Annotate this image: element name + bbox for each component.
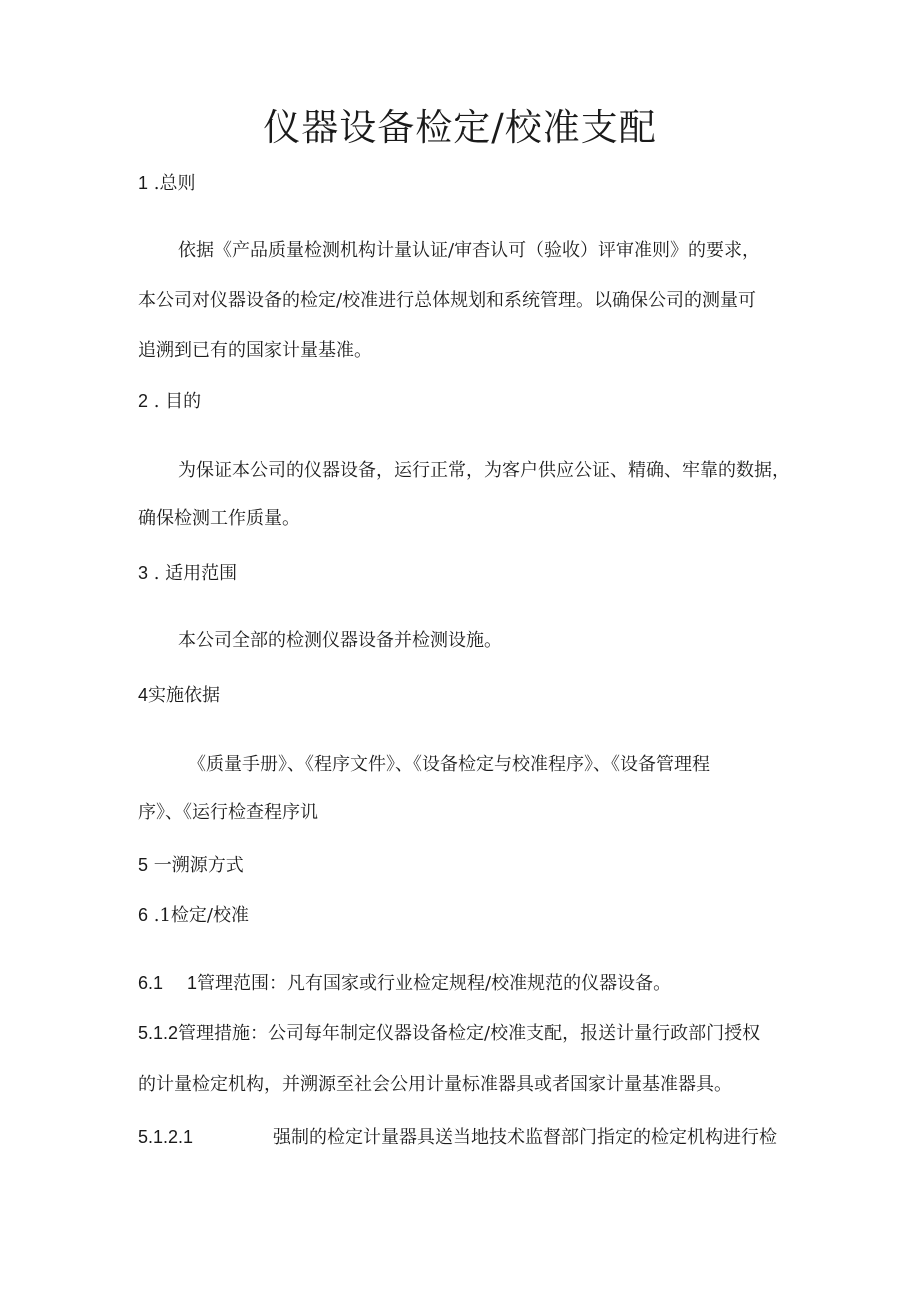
paragraph-line: 追溯到已有的国家计量基准。 bbox=[138, 340, 372, 361]
section-5-heading bbox=[138, 852, 244, 879]
item-text: 管理措施：公司每年制定仪器设备检定/校准支配，报送计量行政部门授权 bbox=[178, 1023, 761, 1044]
section-title: .1检定/校准 bbox=[148, 905, 249, 926]
paragraph-line: 为保证本公司的仪器设备，运行正常，为客户供应公证、精确、牢靠的数据， bbox=[178, 460, 790, 481]
section-title: . 目的 bbox=[148, 391, 202, 412]
paragraph-line: 依据《产品质量检测机构计量认证/审杳认可（验收）评审准则》的要求， bbox=[178, 240, 761, 261]
item-subnumber: 1 bbox=[187, 973, 198, 993]
paragraph-line: 确保检测工作质量。 bbox=[138, 508, 300, 529]
section-3-heading bbox=[138, 560, 237, 587]
section-4-paragraph bbox=[138, 752, 786, 778]
paragraph-line: 《质量手册》、《程序文件》、《设备检定与校准程序》、《设备管理程 bbox=[188, 754, 710, 775]
section-1-paragraph bbox=[138, 238, 786, 264]
section-title: 一溯源方式 bbox=[148, 855, 244, 876]
section-6-heading bbox=[138, 902, 249, 929]
item-number: 5.1.2 bbox=[138, 1023, 179, 1043]
item-number: 5.1.2.1 bbox=[138, 1127, 194, 1147]
section-title: .总则 bbox=[148, 173, 196, 194]
paragraph-line-wrap bbox=[138, 800, 786, 826]
paragraph-line-wrap bbox=[138, 288, 786, 314]
section-number: 6 bbox=[138, 905, 149, 925]
section-number: 1 bbox=[138, 173, 149, 193]
section-number: 3 bbox=[138, 563, 149, 583]
section-2-paragraph bbox=[138, 458, 790, 484]
item-5-1-2 bbox=[138, 1020, 760, 1047]
section-number: 5 bbox=[138, 855, 149, 875]
paragraph-line: 序》、《运行检查程序讥 bbox=[138, 802, 318, 823]
item-text: 管理范围：凡有国家或行业检定规程/校准规范的仪器设备。 bbox=[197, 973, 672, 994]
paragraph-line-wrap bbox=[138, 338, 786, 364]
section-number: 4 bbox=[138, 685, 149, 705]
section-1-heading bbox=[138, 170, 195, 197]
section-title: 实施依据 bbox=[148, 685, 221, 706]
paragraph-line-wrap bbox=[138, 506, 786, 532]
section-title: . 适用范围 bbox=[148, 563, 238, 584]
item-number: 6.1 bbox=[138, 973, 164, 993]
item-6-1-1 bbox=[138, 970, 671, 997]
item-text: 强制的检定计量器具送当地技术监督部门指定的检定机构进行检 bbox=[273, 1127, 778, 1148]
section-4-heading bbox=[138, 682, 220, 709]
section-2-heading bbox=[138, 388, 201, 415]
section-3-paragraph bbox=[138, 628, 786, 654]
item-5-1-2-1 bbox=[138, 1124, 777, 1151]
paragraph-line: 本公司全部的检测仪器设备并检测设施。 bbox=[178, 630, 502, 651]
document-title: 仪器设备检定/校准支配 bbox=[263, 106, 657, 149]
item-5-1-2-continuation: 的计量检定机构，并溯源至社会公用计量标准器具或者国家计量基准器具。 bbox=[138, 1074, 732, 1095]
paragraph-line: 本公司对仪器设备的检定/校准进行总体规划和系统管理。以确保公司的测量可 bbox=[138, 290, 757, 311]
section-number: 2 bbox=[138, 391, 149, 411]
